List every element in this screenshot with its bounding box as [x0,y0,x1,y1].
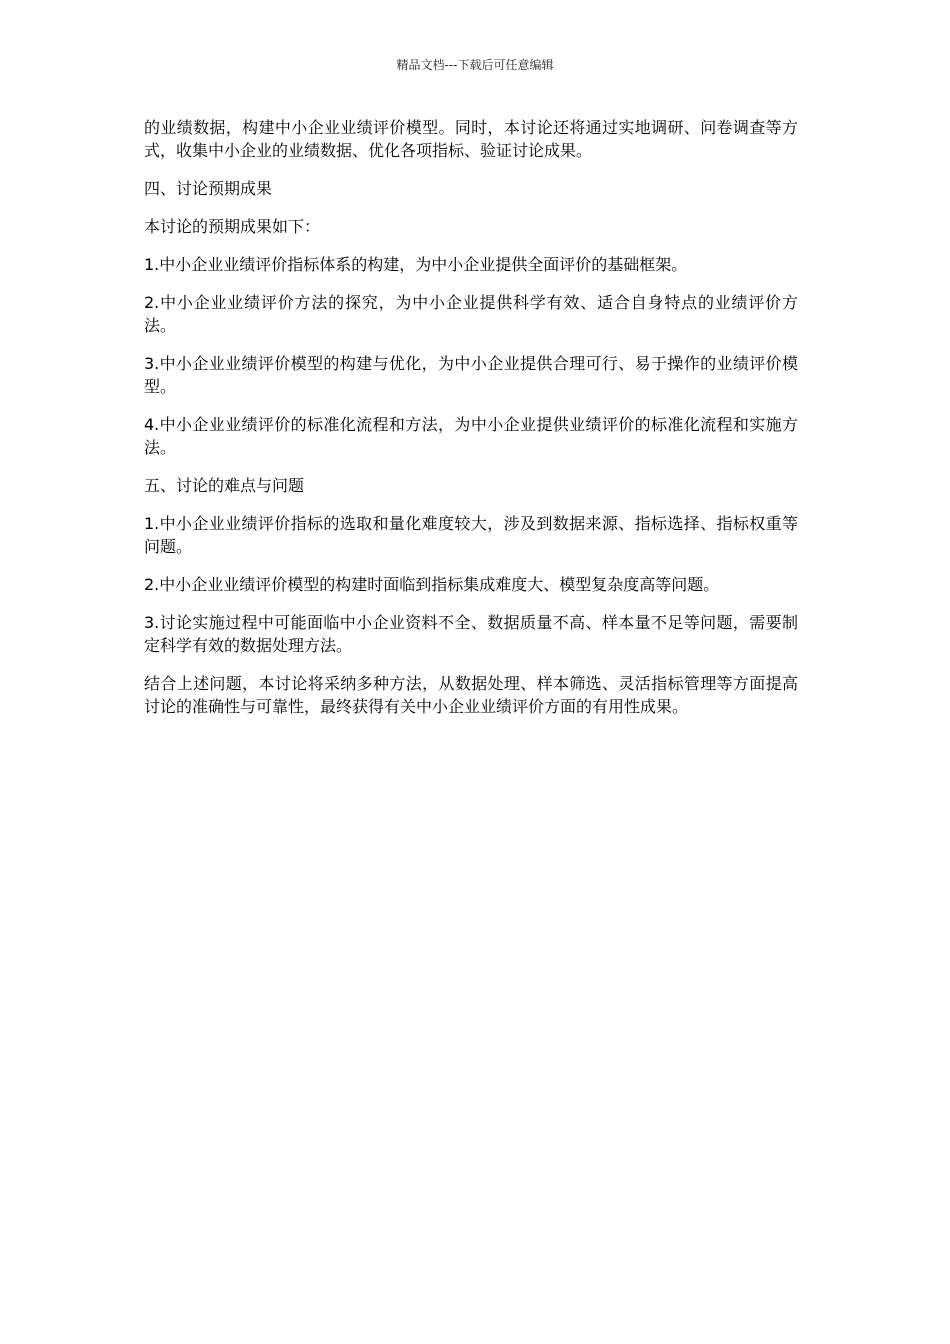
page-header: 精品文档---下载后可任意编辑 [396,58,554,72]
list-item-difficulty-1: 1.中小企业业绩评价指标的选取和量化难度较大，涉及到数据来源、指标选择、指标权重等问题。 [144,514,798,556]
list-item-result-2: 2.中小企业业绩评价方法的探究，为中小企业提供科学有效、适合自身特点的业绩评价方法。 [144,293,798,335]
list-item-difficulty-2: 2.中小企业业绩评价模型的构建时面临到指标集成难度大、模型复杂度高等问题。 [144,575,720,594]
paragraph-intro-results: 本讨论的预期成果如下： [144,217,321,236]
section-heading-expected-results: 四、讨论预期成果 [144,179,273,198]
paragraph-conclusion: 结合上述问题，本讨论将采纳多种方法，从数据处理、样本筛选、灵活指标管理等方面提高讨论的准确性与可靠性，最终获得有关中小企业业绩评价方面的有用性成果。 [144,674,798,716]
list-item-difficulty-3: 3.讨论实施过程中可能面临中小企业资料不全、数据质量不高、样本量不足等问题，需要制定科学有效的数据处理方法。 [144,613,798,655]
paragraph-continuation: 的业绩数据，构建中小企业业绩评价模型。同时，本讨论还将通过实地调研、问卷调查等方式，收集中小企业的业绩数据、优化各项指标、验证讨论成果。 [144,118,798,160]
list-item-result-4: 4.中小企业业绩评价的标准化流程和方法，为中小企业提供业绩评价的标准化流程和实施方法。 [144,415,798,457]
document-body [144,116,798,733]
list-item-result-1: 1.中小企业业绩评价指标体系的构建，为中小企业提供全面评价的基础框架。 [144,255,688,274]
list-item-result-3: 3.中小企业业绩评价模型的构建与优化，为中小企业提供合理可行、易于操作的业绩评价模型。 [144,354,798,396]
section-heading-difficulties: 五、讨论的难点与问题 [144,476,305,495]
